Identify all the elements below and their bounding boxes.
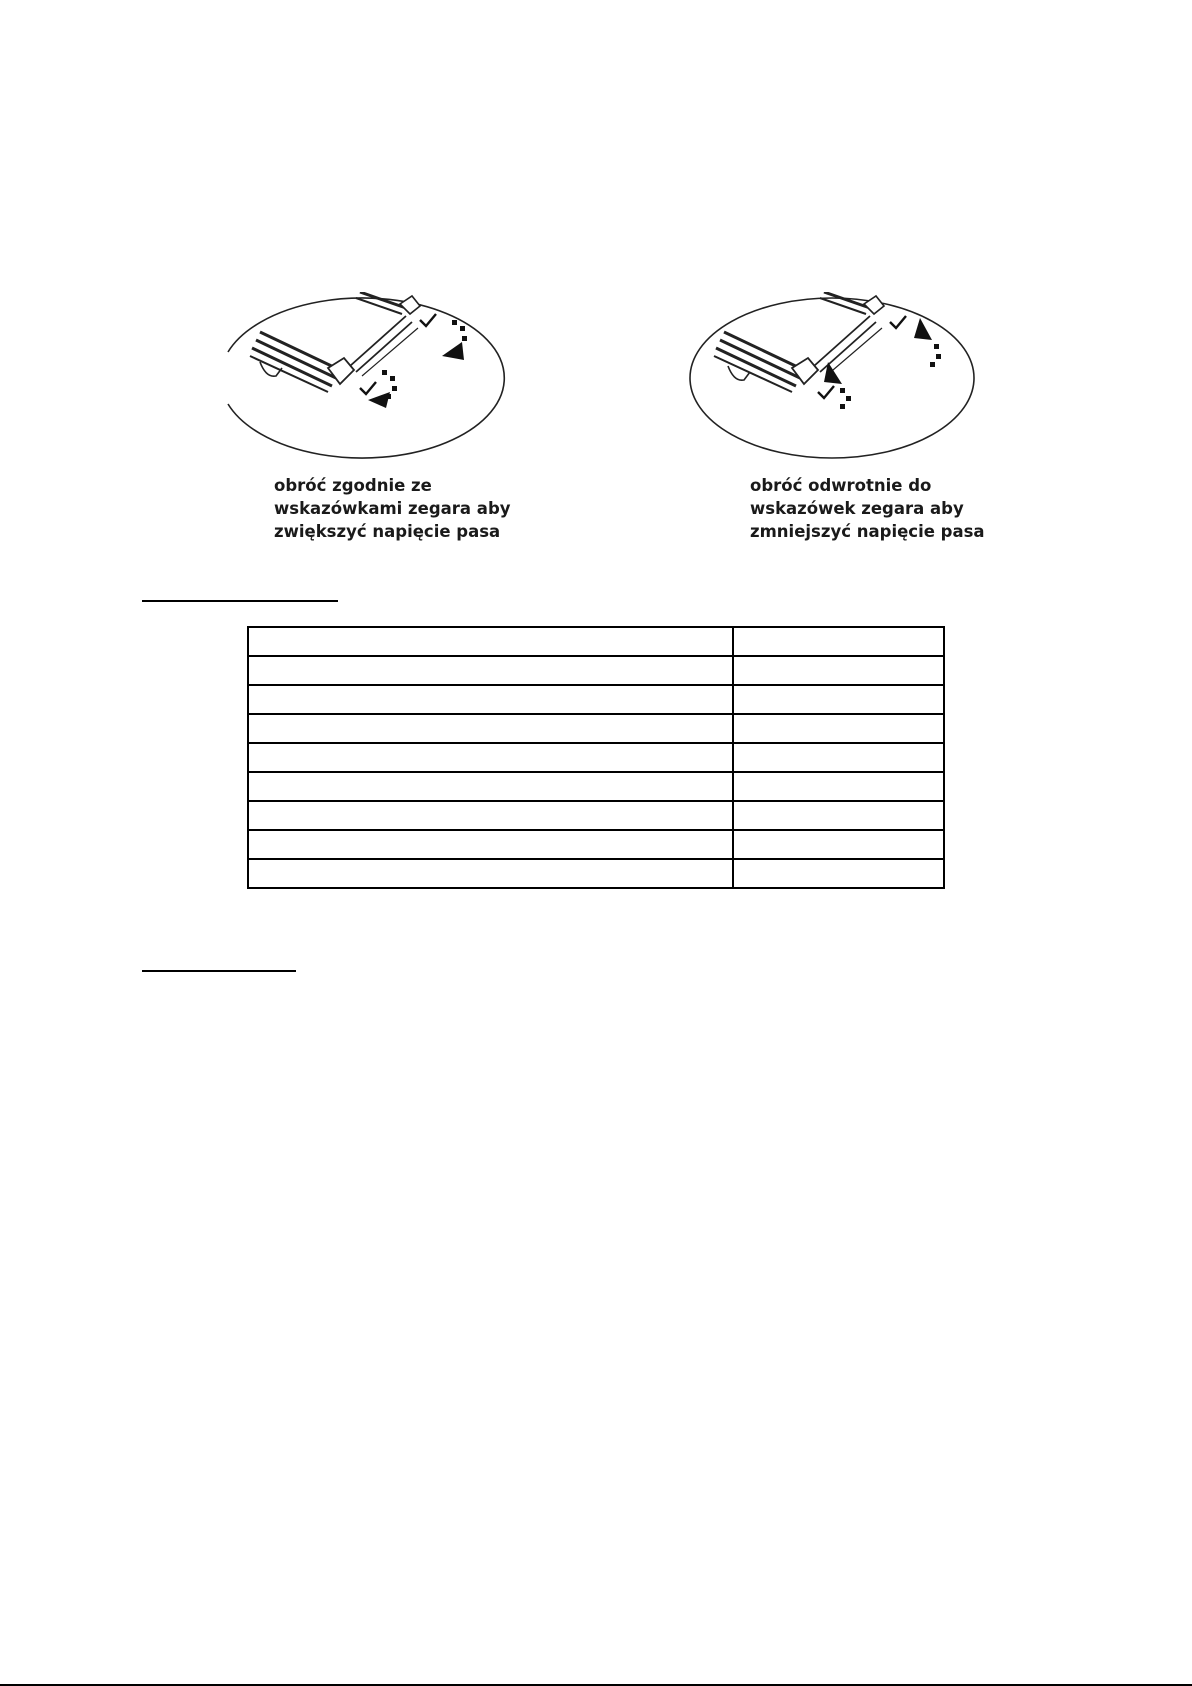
table-cell <box>248 656 733 685</box>
table-cell <box>248 859 733 888</box>
section-heading-underline-2 <box>142 970 296 972</box>
table-cell <box>733 743 944 772</box>
table-row <box>248 772 944 801</box>
spec-table <box>247 626 945 889</box>
table-row <box>248 656 944 685</box>
caption-tighten: obróć zgodnie ze wskazówkami zegara aby zwiększyć napięcie pasa <box>274 476 511 541</box>
table-cell <box>248 772 733 801</box>
treadmill-rear-icon <box>714 292 884 392</box>
table-cell <box>248 801 733 830</box>
table-cell <box>248 627 733 656</box>
table-row <box>248 685 944 714</box>
table-cell <box>733 801 944 830</box>
figure-loosen <box>680 292 980 472</box>
table-cell <box>248 743 733 772</box>
table-cell <box>248 714 733 743</box>
counterclockwise-arrow-icon <box>824 318 941 409</box>
caption-loosen: obróć odwrotnie do wskazówek zegara aby zmniejszyć napięcie pasa <box>750 476 985 541</box>
section-heading-underline <box>142 600 338 602</box>
table-cell <box>733 656 944 685</box>
figure-tighten <box>220 292 520 472</box>
table-cell <box>248 685 733 714</box>
table-cell <box>733 685 944 714</box>
table-row <box>248 743 944 772</box>
table-row <box>248 830 944 859</box>
table-cell <box>733 859 944 888</box>
treadmill-clockwise-illustration <box>220 292 520 472</box>
table-cell <box>733 830 944 859</box>
table-row <box>248 859 944 888</box>
table-row <box>248 801 944 830</box>
clockwise-arrow-icon <box>368 320 467 408</box>
detail-ellipse <box>228 298 504 458</box>
table-row <box>248 627 944 656</box>
table-cell <box>733 772 944 801</box>
table-cell <box>248 830 733 859</box>
table-cell <box>733 714 944 743</box>
treadmill-counterclockwise-illustration <box>680 292 980 472</box>
table-cell <box>733 627 944 656</box>
table-row <box>248 714 944 743</box>
